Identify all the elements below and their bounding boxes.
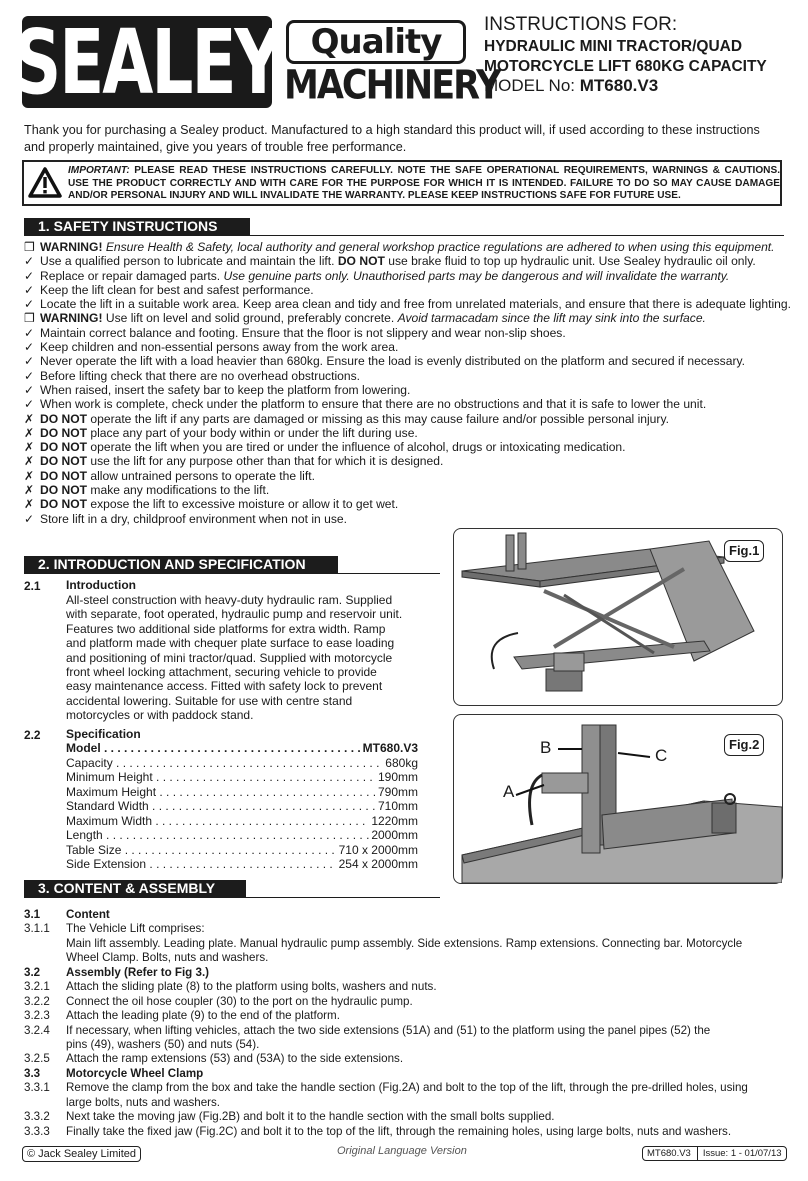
section-heading-introduction: 2. INTRODUCTION AND SPECIFICATION: [24, 556, 338, 573]
spec-value: 2000mm: [371, 828, 418, 842]
safety-item-text: [40, 483, 269, 497]
spec-row: [66, 741, 418, 756]
safety-item-text: [40, 512, 347, 526]
check-icon: ✓: [24, 368, 35, 383]
spec-label-text: Maximum Height: [66, 784, 157, 799]
safety-item-text2: use brake fluid to top up hydraulic unit. Use Sealey hydraulic oil only.: [384, 254, 756, 269]
safety-item-bold: DO NOT: [40, 483, 88, 498]
content-item-number: 3.3.3: [24, 1124, 50, 1138]
safety-item-bold: DO NOT: [40, 440, 88, 455]
safety-item-text: When work is complete, check under the platform to ensure that there are no obstructions and that it is safe to lower the unit.: [40, 397, 707, 412]
content-item: [24, 1024, 784, 1038]
check-icon: ✓: [24, 511, 35, 526]
safety-item-text: [40, 240, 775, 254]
content-item: [24, 1038, 784, 1052]
content-item-number: [24, 1038, 66, 1052]
intro-body: All-steel construction with heavy-duty hydraulic ram. Supplied with separate, foot operated, hydraulic pump and reservoir unit. Features two additional side platforms for extra width. Ramp and platform made with chequer plate surface to ease loading and positioning of mini tractor/quad. Supplied with motorcycle front wheel locking attachment, securing vehicle to provide easy maintenance access. Fitted with safety lock to prevent accidental lowering. Suitable for use with centre stand motorcycles or with paddock stand.: [66, 593, 403, 723]
content-item-number: [24, 951, 66, 965]
safety-item-text: [40, 311, 706, 325]
safety-item-text: [40, 469, 315, 483]
spec-label: [66, 741, 361, 756]
spec-value: 680kg: [385, 755, 418, 770]
check-icon: ✓: [24, 325, 35, 340]
safety-item-text: use the lift for any purpose other than that for which it is designed.: [87, 454, 444, 469]
safety-item-ital2: Avoid tarmacadam since the lift may sink into the surface.: [397, 311, 706, 326]
spec-value: 254 x 2000mm: [338, 857, 418, 871]
safety-item-bold: DO NOT: [40, 497, 88, 512]
safety-item-text: [40, 283, 314, 297]
spec-label: [66, 785, 376, 800]
intro-paragraph: Thank you for purchasing a Sealey product. Manufactured to a high standard this product will, if used according to these instructions and properly maintained, give you years of trouble free performance.: [24, 123, 760, 154]
spec-value: 710mm: [377, 799, 418, 813]
spec-label: [66, 814, 369, 829]
cross-icon: ✗: [24, 497, 35, 512]
safety-item-text: [40, 369, 360, 383]
safety-item-text: expose the lift to excessive moisture or allow it to get wet.: [87, 497, 399, 512]
important-text: [68, 165, 780, 203]
safety-item-text: [40, 269, 729, 283]
spec-value: 710 x 2000mm: [338, 842, 418, 857]
content-item-text: If necessary, when lifting vehicles, attach the two side extensions (51A) and (51) to the platform using the panel pipes (52) the: [66, 1023, 711, 1037]
safety-item-bold: DO NOT: [40, 411, 88, 426]
safety-item: [24, 454, 786, 468]
box-icon: ❒: [24, 311, 35, 326]
cross-icon: ✗: [24, 454, 35, 469]
content-item: [24, 1081, 784, 1095]
spec-label: [66, 857, 337, 872]
content-item-text: Next take the moving jaw (Fig.2B) and bolt it to the handle section with the small bolts supplied.: [66, 1110, 555, 1124]
warning-triangle-icon: [28, 167, 62, 199]
content-item: [24, 951, 784, 965]
safety-item-bold: WARNING!: [40, 240, 103, 254]
original-language: Original Language Version: [337, 1145, 467, 1157]
model-number: [484, 76, 658, 96]
intro-heading: Introduction: [66, 578, 136, 592]
spec-row: [66, 828, 418, 843]
content-item-text: Remove the clamp from the box and take the handle section (Fig.2A) and bolt to the top of the lift, through the pre-drilled holes, using: [66, 1081, 748, 1095]
spec-label-text: Side Extension: [66, 857, 147, 871]
product-title-line1: HYDRAULIC MINI TRACTOR/QUAD: [484, 38, 743, 55]
spec-label: [66, 756, 383, 771]
content-item: [24, 1125, 784, 1139]
spec-label-text: Standard Width: [66, 799, 149, 813]
safety-item: [24, 497, 786, 511]
cross-icon: ✗: [24, 411, 35, 426]
spec-row: [66, 799, 418, 814]
safety-item-text: operate the lift when you are tired or under the influence of alcohol, drugs or intoxicating medication.: [87, 440, 626, 455]
spec-label-text: Model: [66, 741, 101, 755]
content-item-number: 3.2: [24, 965, 41, 979]
safety-item-text: Maintain correct balance and footing. Ensure that the floor is not slippery and wear non-slip shoes.: [40, 325, 566, 340]
safety-item-bold: WARNING!: [40, 311, 103, 326]
spec-label: [66, 770, 376, 785]
machinery-logo: [284, 63, 500, 109]
content-item: [24, 995, 784, 1009]
content-item-text: Assembly (Refer to Fig 3.): [66, 965, 210, 979]
safety-item-text: Use lift on level and solid ground, preferably concrete.: [102, 311, 398, 326]
content-item: [24, 1110, 784, 1124]
spec-row: [66, 785, 418, 800]
content-item: [24, 908, 784, 922]
safety-list: [24, 240, 791, 526]
content-item: [24, 922, 784, 936]
content-item: [24, 1067, 784, 1081]
content-item-text: Attach the ramp extensions (53) and (53A) to the side extensions.: [66, 1052, 404, 1066]
box-icon: ❒: [24, 240, 35, 254]
machinery-text: MACHINERY: [284, 63, 500, 109]
safety-item-text: [40, 397, 706, 411]
important-label: IMPORTANT:: [68, 165, 130, 176]
safety-item-text: allow untrained persons to operate the lift.: [87, 468, 315, 483]
spec-heading: Specification: [66, 727, 141, 741]
safety-item-text: [40, 440, 626, 454]
spec-label: [66, 843, 337, 858]
model-prefix: MODEL No:: [484, 76, 580, 95]
safety-item: [24, 283, 786, 297]
safety-item: [24, 383, 786, 397]
content-item-text: large bolts, nuts and washers.: [66, 1095, 221, 1109]
content-item-text: Main lift assembly. Leading plate. Manual hydraulic pump assembly. Side extensions. Ramp extensions. Connecting bar. Motorcycle: [66, 936, 743, 950]
content-item: [24, 1009, 784, 1023]
safety-item-text: [40, 383, 410, 397]
instructions-for: INSTRUCTIONS FOR:: [484, 14, 678, 35]
quality-text: Quality: [310, 22, 442, 62]
spec-value: 790mm: [377, 784, 418, 799]
spec-row: [66, 857, 418, 872]
check-icon: ✓: [24, 397, 35, 412]
safety-item-text: Store lift in a dry, childproof environment when not in use.: [40, 511, 347, 526]
check-icon: ✓: [24, 282, 35, 297]
safety-item-bold: DO NOT: [40, 425, 88, 440]
safety-item-text: [40, 326, 566, 340]
safety-item-bold2: DO NOT: [337, 254, 385, 269]
content-item: [24, 966, 784, 980]
spec-label-text: Length: [66, 828, 103, 842]
safety-item-text: [40, 340, 398, 354]
safety-item-text: [40, 254, 756, 268]
callout-b: B: [540, 738, 552, 757]
content-item-text: Content: [66, 908, 110, 921]
content-item-text: Attach the leading plate (9) to the end of the platform.: [66, 1009, 340, 1023]
spec-row: [66, 843, 418, 858]
safety-item: [24, 469, 786, 483]
safety-item-text: Use a qualified person to lubricate and maintain the lift.: [40, 254, 338, 269]
spec-number: 2.2: [24, 728, 41, 742]
content-item-text: Finally take the fixed jaw (Fig.2C) and bolt it to the top of the lift, through the remaining holes, using large bolts, nuts and washers.: [66, 1124, 732, 1138]
content-item-number: [24, 937, 66, 951]
document-code: [642, 1146, 787, 1161]
safety-item-text: place any part of your body within or under the lift during use.: [87, 425, 418, 440]
sealey-logo: [13, 10, 281, 114]
content-item: [24, 980, 784, 994]
spec-row: [66, 770, 418, 785]
safety-item-text: Keep children and non-essential persons away from the work area.: [40, 340, 399, 355]
content-item-number: 3.2.4: [24, 1023, 50, 1037]
safety-item-text: [40, 297, 791, 311]
safety-item: [24, 326, 786, 340]
content-item-text: pins (49), washers (50) and nuts (54).: [66, 1037, 260, 1051]
section-rule: [24, 897, 440, 898]
content-item-number: 3.2.2: [24, 994, 50, 1008]
intro-number: 2.1: [24, 579, 41, 593]
content-item-text: The Vehicle Lift comprises:: [66, 922, 205, 936]
check-icon: ✓: [24, 268, 35, 283]
quality-logo: [286, 20, 466, 64]
product-title-line2: MOTORCYCLE LIFT 680KG CAPACITY: [484, 58, 767, 75]
safety-item: [24, 311, 786, 325]
safety-item-text: Ensure Health & Safety, local authority and general workshop practice regulations are adhered to when using this equipment.: [102, 240, 775, 254]
content-item-number: 3.1.1: [24, 922, 50, 936]
spec-label: [66, 828, 369, 843]
content-item-number: 3.2.1: [24, 980, 50, 994]
content-item: [24, 1096, 784, 1110]
content-item-number: 3.2.5: [24, 1052, 50, 1066]
safety-item: [24, 254, 786, 268]
check-icon: ✓: [24, 382, 35, 397]
cross-icon: ✗: [24, 483, 35, 498]
model-value: MT680.V3: [579, 76, 659, 95]
doc-model: MT680.V3: [647, 1148, 691, 1159]
brand-text: SEALEY: [13, 10, 281, 114]
check-icon: ✓: [24, 254, 35, 269]
safety-item: [24, 269, 786, 283]
content-item: [24, 1052, 784, 1066]
callout-a: A: [503, 782, 515, 801]
safety-item: [24, 483, 786, 497]
safety-item: [24, 297, 791, 312]
section-heading-safety: 1. SAFETY INSTRUCTIONS: [24, 218, 250, 235]
cross-icon: ✗: [24, 440, 35, 455]
spec-table: [66, 741, 418, 872]
copyright: © Jack Sealey Limited: [22, 1146, 141, 1162]
safety-item: [24, 369, 786, 383]
safety-item: [24, 512, 786, 526]
important-body: PLEASE READ THESE INSTRUCTIONS CAREFULLY. NOTE THE SAFE OPERATIONAL REQUIREMENTS, WARNINGS & CAUTIONS. USE THE PRODUCT CORRECTLY AND WITH CARE FOR THE PURPOSE FOR WHICH IT IS INTENDED. FAILURE TO DO SO MAY CAUSE DAMAGE AND/OR PERSONAL INJURY AND WILL INVALIDATE THE WARRANTY. PLEASE KEEP INSTRUCTIONS SAFE FOR FUTURE USE.: [68, 165, 780, 202]
safety-item-text: When raised, insert the safety bar to keep the platform from lowering.: [40, 382, 411, 397]
safety-item-text: Replace or repair damaged parts.: [40, 268, 224, 283]
figure-2-label: Fig.2: [724, 734, 764, 756]
safety-item-bold: DO NOT: [40, 468, 88, 483]
doc-issue: Issue: 1 - 01/07/13: [697, 1147, 782, 1160]
content-item-text: Wheel Clamp. Bolts, nuts and washers.: [66, 951, 269, 965]
safety-item: [24, 240, 786, 254]
spec-value: 1220mm: [371, 813, 418, 828]
cross-icon: ✗: [24, 468, 35, 483]
safety-item-text: [40, 426, 418, 440]
safety-item: [24, 412, 786, 426]
cross-icon: ✗: [24, 425, 35, 440]
safety-item-text: Before lifting check that there are no overhead obstructions.: [40, 368, 361, 383]
safety-item: [24, 440, 786, 454]
content-item-number: 3.1: [24, 908, 41, 921]
safety-item-text: [40, 412, 669, 426]
safety-item: [24, 397, 786, 411]
spec-label-text: Table Size: [66, 842, 122, 857]
safety-item-bold: DO NOT: [40, 454, 88, 469]
safety-item-text: make any modifications to the lift.: [87, 483, 270, 498]
safety-item-text: Keep the lift clean for best and safest performance.: [40, 282, 314, 297]
content-item: [24, 937, 784, 951]
safety-item-text: [40, 354, 745, 368]
section-rule: [24, 573, 440, 574]
section-rule: [24, 235, 784, 236]
content-item-number: 3.2.3: [24, 1009, 50, 1023]
safety-item-ital2: Use genuine parts only. Unauthorised parts may be dangerous and will invalidate the warranty.: [223, 268, 730, 283]
safety-item-text: operate the lift if any parts are damaged or missing as this may cause failure and/or possible personal injury.: [87, 411, 669, 426]
section-heading-content: 3. CONTENT & ASSEMBLY: [24, 880, 246, 897]
check-icon: ✓: [24, 297, 35, 312]
content-item-number: 3.3.2: [24, 1110, 50, 1124]
spec-row: [66, 814, 418, 829]
safety-item: [24, 340, 786, 354]
spec-label-text: Maximum Width: [66, 813, 153, 828]
content-item-text: Connect the oil hose coupler (30) to the port on the hydraulic pump.: [66, 994, 413, 1008]
check-icon: ✓: [24, 340, 35, 355]
safety-item: [24, 354, 786, 368]
safety-item-text: Locate the lift in a suitable work area. Keep area clean and tidy and free from unrelated materials, and ensure that there is adequate lighting.: [40, 297, 791, 312]
spec-label-text: Capacity: [66, 755, 113, 770]
spec-value: MT680.V3: [362, 741, 418, 755]
content-item-text: Attach the sliding plate (8) to the platform using bolts, washers and nuts.: [66, 980, 437, 994]
content-item-text: Motorcycle Wheel Clamp: [66, 1066, 204, 1080]
content-list: [24, 908, 784, 1139]
check-icon: ✓: [24, 354, 35, 369]
callout-c: C: [655, 746, 668, 765]
safety-item-text: Never operate the lift with a load heavier than 680kg. Ensure the load is evenly distributed on the platform and secured if necessary.: [40, 354, 745, 369]
spec-row: [66, 756, 418, 771]
spec-label-text: Minimum Height: [66, 770, 153, 784]
content-item-number: [24, 1096, 66, 1110]
figure-1-label: Fig.1: [724, 540, 764, 562]
content-item-number: 3.3.1: [24, 1081, 50, 1095]
content-item-number: 3.3: [24, 1066, 41, 1080]
spec-label: [66, 799, 376, 814]
spec-value: 190mm: [377, 770, 418, 784]
safety-item-text: [40, 454, 443, 468]
safety-item-text: [40, 497, 398, 511]
safety-item: [24, 426, 786, 440]
